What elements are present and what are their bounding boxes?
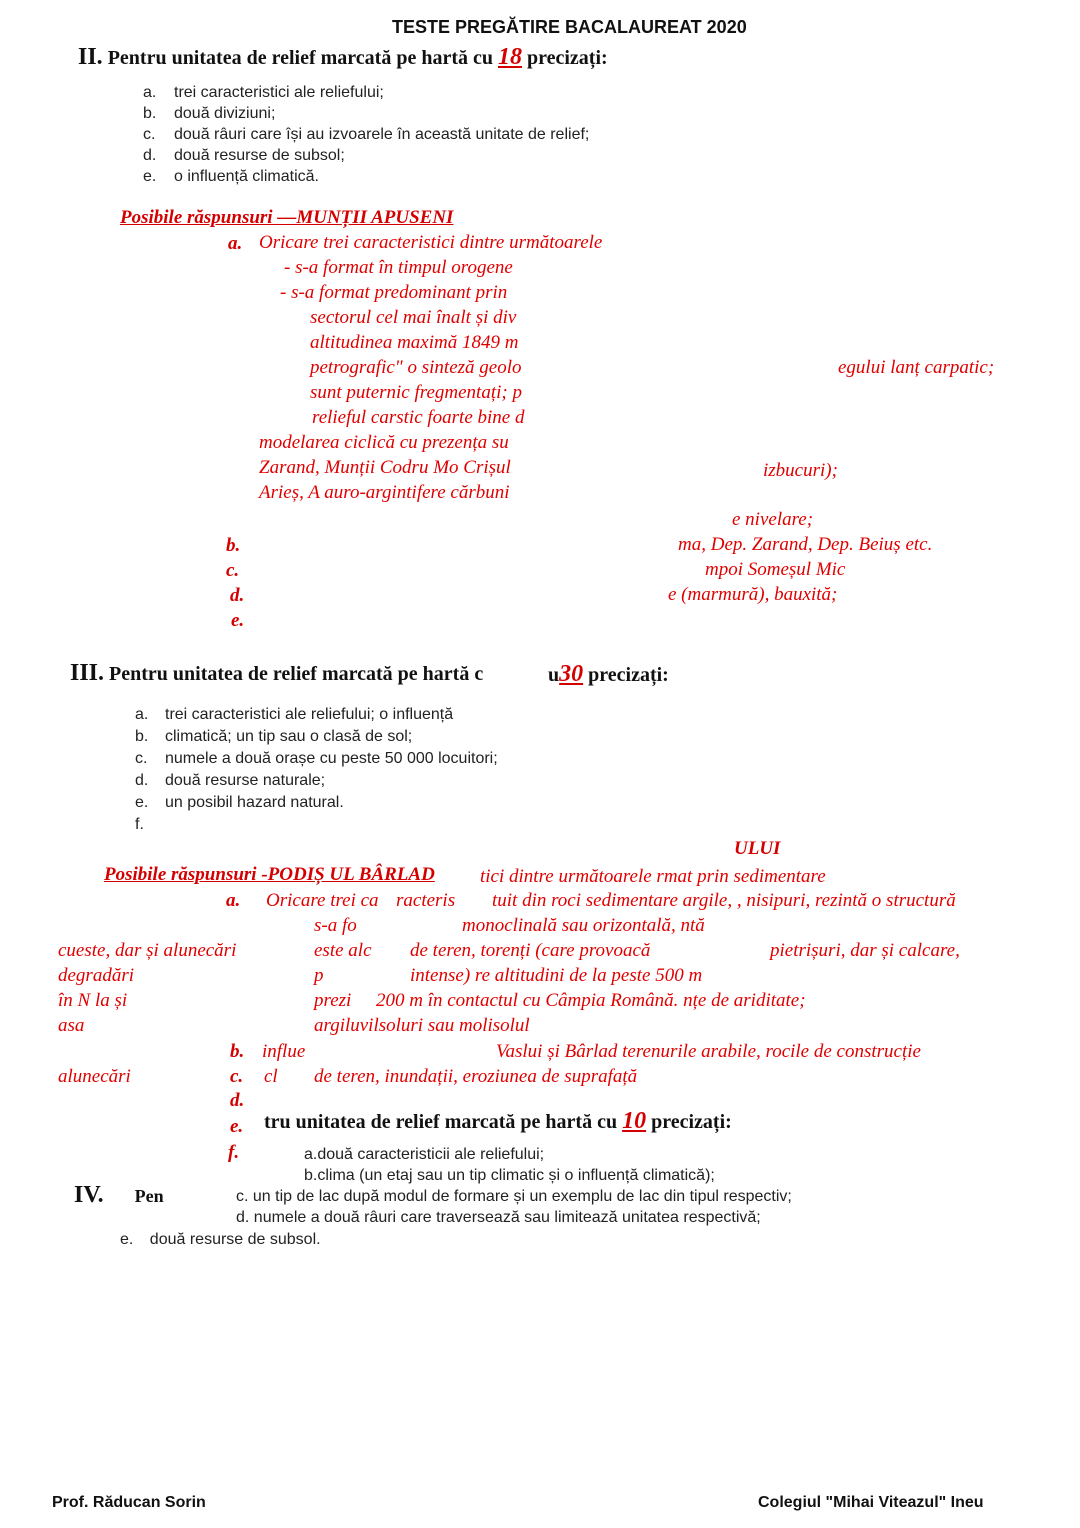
item-letter: e.: [143, 168, 157, 185]
answer-line: Vaslui și Bârlad terenurile arabile, rocile de construcție: [496, 1041, 921, 1062]
footer-school: Colegiul "Mihai Viteazul" Ineu: [758, 1494, 984, 1511]
section-4-item-e: [120, 1231, 321, 1249]
answer-letter: c.: [226, 560, 240, 581]
answer-line: monoclinală sau orizontală, ntă: [462, 915, 705, 936]
item-letter: d.: [135, 772, 149, 789]
section-2-heading: [78, 44, 608, 71]
answer-line: degradări: [58, 965, 134, 986]
section-4-roman: IV.: [74, 1182, 104, 1208]
answer-line: asa: [58, 1015, 85, 1036]
item-text: trei caracteristici ale reliefului;: [174, 84, 384, 101]
section-3-title-end: precizați:: [588, 664, 669, 686]
item-text: două râuri care își au izvoarele în această unitate de relief;: [174, 126, 590, 143]
section-3-title-mid: u: [548, 664, 560, 686]
answer-line: tici dintre următoarele rmat prin sedimentare: [480, 866, 826, 887]
item-text: c. un tip de lac după modul de formare și un exemplu de lac din tipul respectiv;: [236, 1188, 792, 1205]
answer-a-letter: a.: [228, 233, 243, 254]
item-text: trei caracteristici ale reliefului; o influență: [165, 706, 454, 723]
answer-letter: e.: [231, 610, 245, 631]
answer-letter: e.: [230, 1116, 244, 1137]
answer-line: - s-a format în timpul orogene: [284, 257, 513, 278]
item-text: două resurse de subsol;: [174, 147, 345, 164]
item-letter: e.: [135, 794, 149, 811]
section-4-heading: [264, 1108, 732, 1135]
section-3-answers-title: Posibile răspunsuri -PODIȘ UL BÂRLAD: [104, 864, 435, 885]
answer-fragment: izbucuri);: [763, 460, 838, 481]
page-header-title: TESTE PREGĂTIRE BACALAUREAT 2020: [392, 17, 747, 37]
item-text: un posibil hazard natural.: [165, 794, 344, 811]
answer-line: pietrișuri, dar și calcare,: [770, 940, 960, 961]
item-letter: d.: [143, 147, 157, 164]
answer-line: de teren, torenți (care provoacă: [410, 940, 651, 961]
section-3-heading: [70, 660, 483, 687]
section-4-title-end: precizați:: [651, 1111, 732, 1133]
answer-a-intro: Oricare trei caracteristici dintre următoarele: [259, 232, 603, 253]
item-text: a.două caracteristicii ale reliefului;: [304, 1146, 545, 1163]
answer-line: de teren, inundații, eroziunea de suprafață: [314, 1066, 638, 1087]
section-2-title: Pentru unitatea de relief marcată pe hartă cu: [107, 47, 493, 69]
section-3-ului: ULUI: [734, 838, 781, 859]
answer-fragment: egului lanț carpatic;: [838, 357, 995, 378]
section-3-number: 30: [559, 661, 584, 687]
item-letter: e.: [120, 1231, 134, 1248]
section-3-heading-end: [548, 661, 669, 688]
item-text: două diviziuni;: [174, 105, 276, 122]
section-3-title: Pentru unitatea de relief marcată pe hartă c: [109, 663, 484, 685]
item-letter: c.: [135, 750, 148, 767]
answer-line: prezi: [314, 990, 352, 1011]
answer-letter: d.: [230, 1090, 245, 1111]
item-letter: f.: [135, 816, 144, 833]
answer-letter: f.: [228, 1142, 240, 1163]
answer-line: 200 m în contactul cu Câmpia Română. nțe de ariditate;: [376, 990, 806, 1011]
answer-line: cl: [264, 1066, 278, 1087]
item-text: două resurse naturale;: [165, 772, 326, 789]
answer-fragment: ma, Dep. Zarand, Dep. Beiuș etc.: [678, 534, 933, 555]
answer-line: alunecări: [58, 1066, 131, 1087]
answer-letter: a.: [226, 890, 241, 911]
answer-line: intense) re altitudini de la peste 500 m: [410, 965, 703, 986]
answer-line: este alc: [314, 940, 372, 961]
section-4-number: 10: [622, 1108, 647, 1134]
answer-fragment: e nivelare;: [732, 509, 814, 530]
section-4-title-fragment: Pen: [134, 1186, 164, 1206]
answer-line: argiluvilsoluri sau molisolul: [314, 1015, 530, 1036]
answer-letter: d.: [230, 585, 245, 606]
footer-author: Prof. Răducan Sorin: [52, 1494, 206, 1511]
answer-fragment: e (marmură), bauxită;: [668, 584, 838, 605]
item-letter: b.: [135, 728, 149, 745]
item-letter: c.: [143, 126, 156, 143]
answer-letter: b.: [230, 1041, 245, 1062]
section-4-title: tru unitatea de relief marcată pe hartă cu: [264, 1111, 618, 1133]
item-text: numele a două orașe cu peste 50 000 locuitori;: [165, 750, 498, 767]
answer-letter: b.: [226, 535, 241, 556]
item-text: o influență climatică.: [174, 168, 319, 185]
answer-line: în N la și: [58, 990, 128, 1011]
answer-line: Oricare trei ca: [266, 890, 379, 911]
answer-line: p: [314, 965, 324, 986]
answer-line: s-a fo: [314, 915, 357, 936]
item-letter: b.: [143, 105, 157, 122]
item-text: climatică; un tip sau o clasă de sol;: [165, 728, 413, 745]
answer-line: altitudinea maximă 1849 m: [310, 332, 519, 353]
item-text: b.clima (un etaj sau un tip climatic și o influență climatică);: [304, 1167, 715, 1184]
answer-line: cueste, dar și alunecări: [58, 940, 237, 961]
item-letter: a.: [135, 706, 149, 723]
section-2-roman: II.: [78, 44, 103, 70]
section-2-answers-title: Posibile răspunsuri —MUNȚII APUSENI: [120, 207, 454, 228]
answer-fragment: mpoi Someșul Mic: [705, 559, 846, 580]
item-text: două resurse de subsol.: [149, 1231, 321, 1248]
answer-line: petrografic" o sinteză geolo: [310, 357, 522, 378]
section-4-heading-start: [74, 1182, 164, 1209]
answer-line: - s-a format predominant prin: [280, 282, 508, 303]
section-3-roman: III.: [70, 660, 105, 686]
answer-line: Zarand, Munții Codru Mo Crișul: [259, 457, 511, 478]
answer-line: racteris: [396, 890, 456, 911]
answer-line: influe: [262, 1041, 306, 1062]
answer-line: sunt puternic fregmentați; p: [310, 382, 522, 403]
answer-line: Arieș, A auro-argintifere cărbuni: [259, 482, 510, 503]
answer-line: sectorul cel mai înalt și div: [310, 307, 517, 328]
section-2-number: 18: [497, 44, 522, 70]
item-letter: a.: [143, 84, 157, 101]
answer-line: modelarea ciclică cu prezența su: [259, 432, 509, 453]
item-text: d. numele a două râuri care traversează sau limitează unitatea respectivă;: [236, 1209, 761, 1226]
answer-line: tuit din roci sedimentare argile, , nisipuri, rezintă o structură: [492, 890, 956, 911]
answer-line: relieful carstic foarte bine d: [312, 407, 525, 428]
section-2-title-end: precizați:: [526, 47, 608, 69]
answer-letter: c.: [230, 1066, 244, 1087]
